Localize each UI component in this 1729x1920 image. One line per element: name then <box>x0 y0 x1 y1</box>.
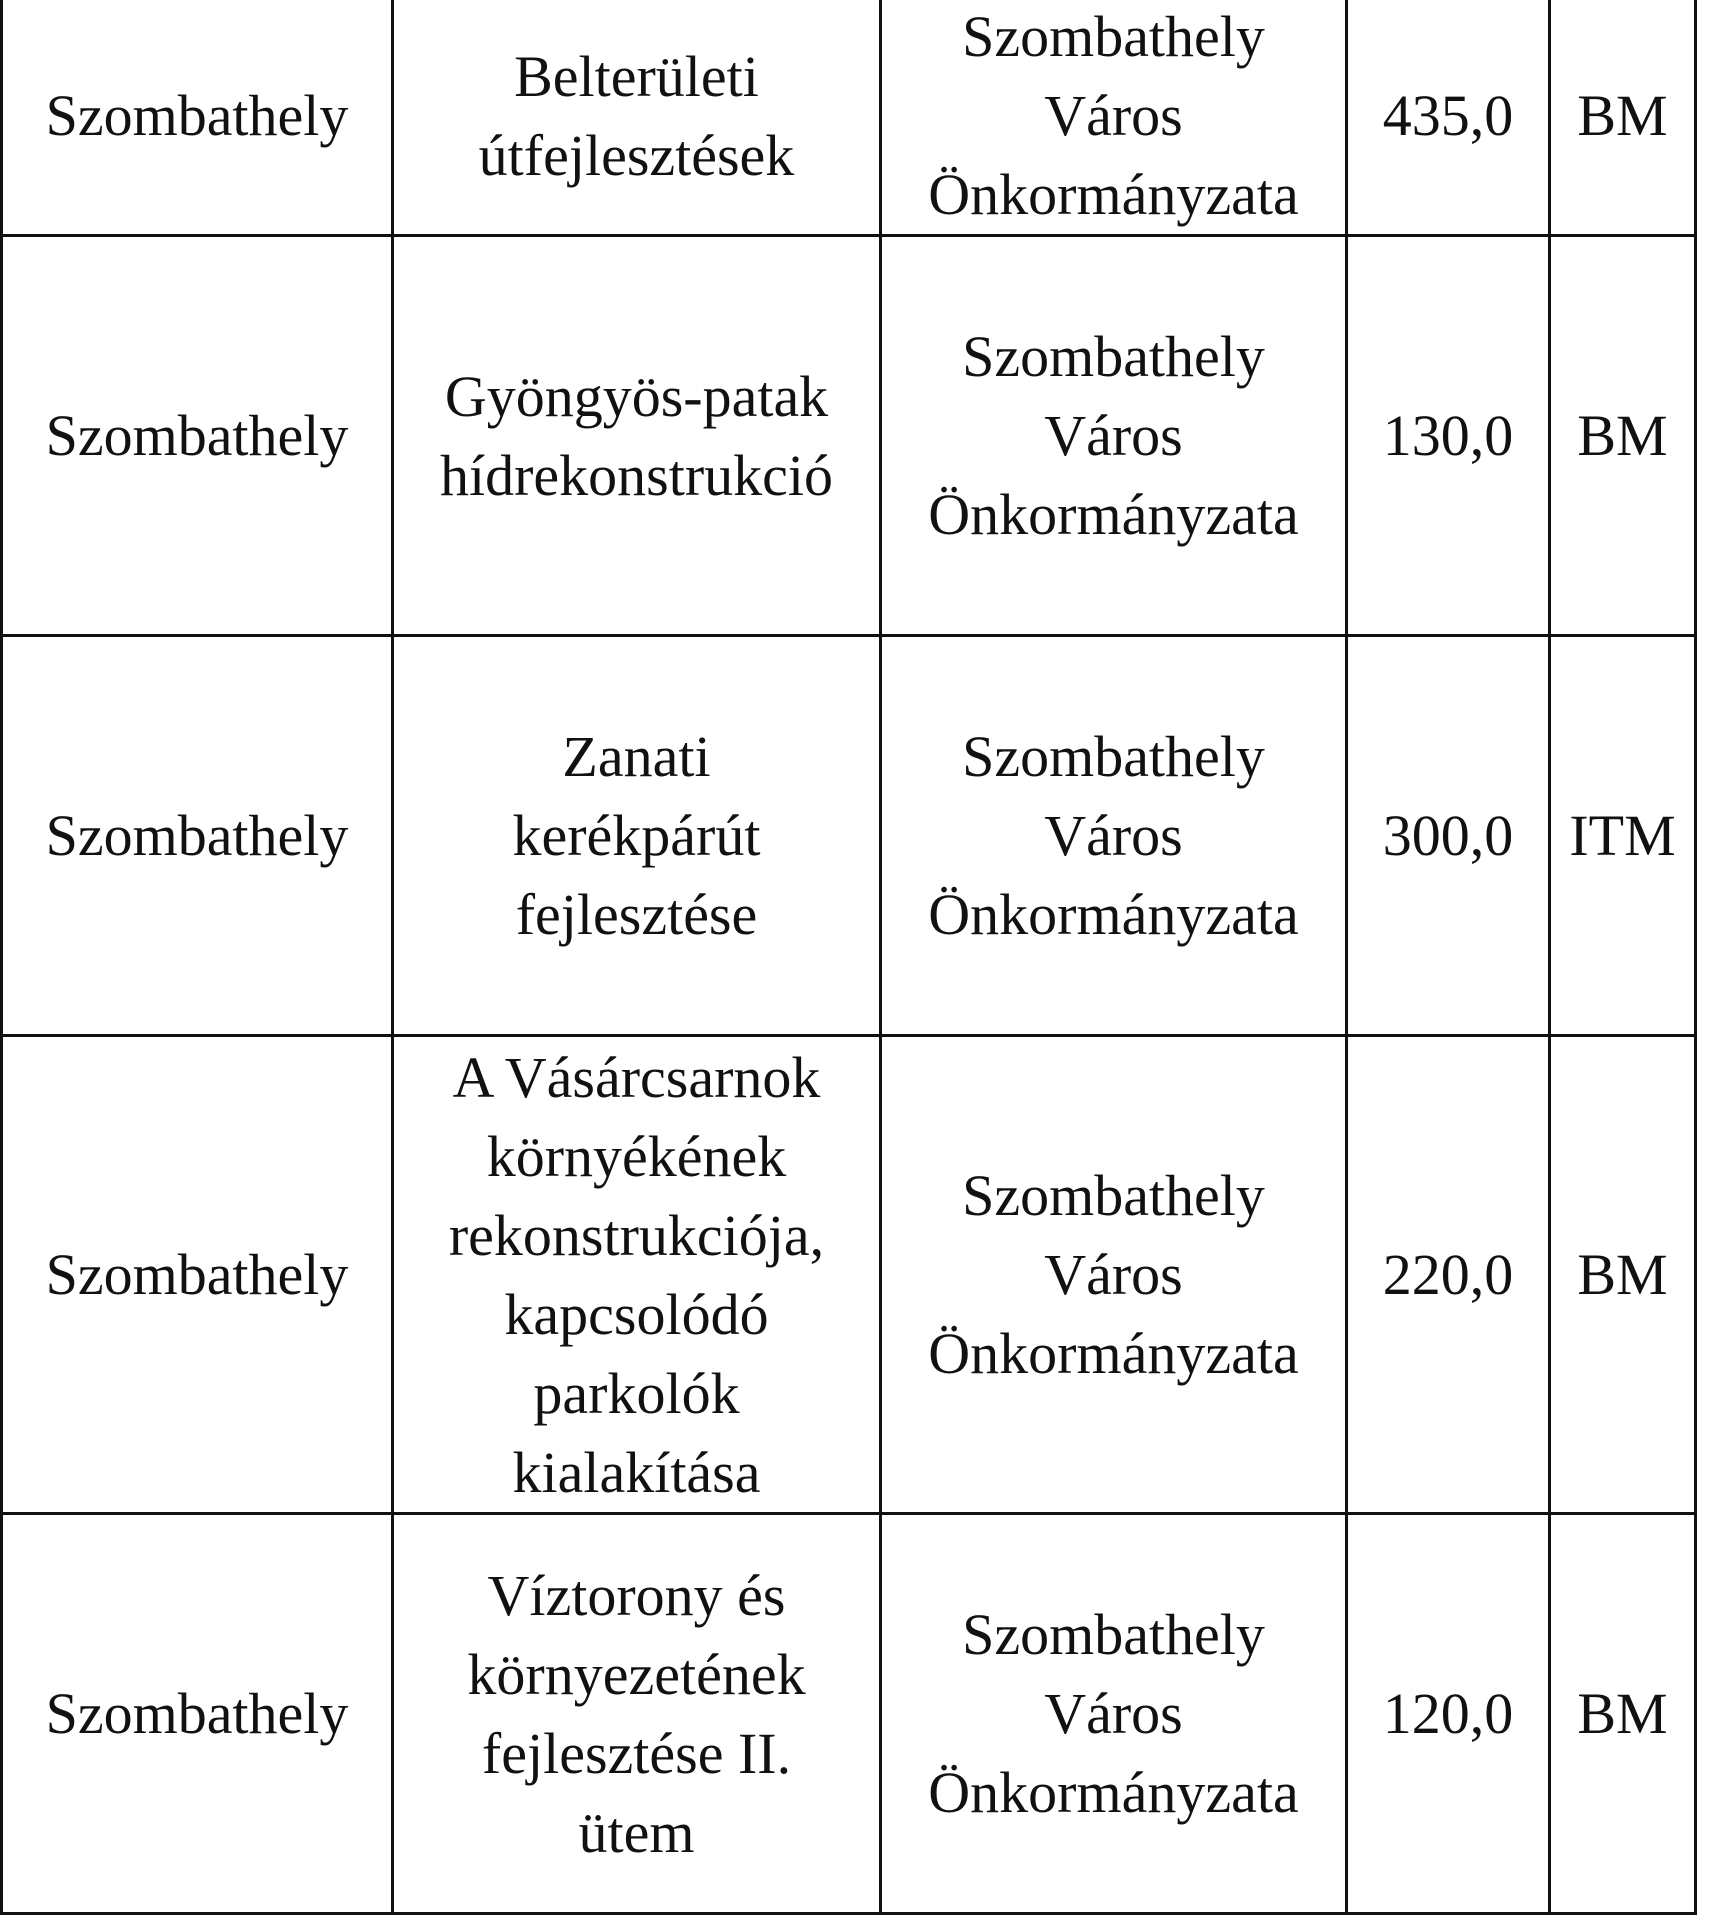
amount-cell: 300,0 <box>1347 636 1550 1036</box>
location-cell: Szombathely <box>2 236 393 636</box>
owner-cell: Szombathely Város Önkormányzata <box>881 236 1347 636</box>
amount-cell: 220,0 <box>1347 1036 1550 1514</box>
project-cell: Gyöngyös-patak hídrekonstrukció <box>393 236 881 636</box>
table-row <box>2 1036 1696 1514</box>
table-row <box>2 1514 1696 1914</box>
location-cell: Szombathely <box>2 1514 393 1914</box>
ministry-cell: BM <box>1550 0 1696 236</box>
table-row <box>2 636 1696 1036</box>
project-cell: A Vásárcsarnok környékének rekonstrukciója, kapcsolódó parkolók kialakítása <box>393 1036 881 1514</box>
location-cell: Szombathely <box>2 636 393 1036</box>
table-row <box>2 236 1696 636</box>
amount-cell: 120,0 <box>1347 1514 1550 1914</box>
location-cell: Szombathely <box>2 0 393 236</box>
owner-cell: Szombathely Város Önkormányzata <box>881 1514 1347 1914</box>
owner-cell: Szombathely Város Önkormányzata <box>881 1036 1347 1514</box>
ministry-cell: ITM <box>1550 636 1696 1036</box>
ministry-cell: BM <box>1550 1036 1696 1514</box>
project-cell: Víztorony és környezetének fejlesztése II. ütem <box>393 1514 881 1914</box>
ministry-cell: BM <box>1550 236 1696 636</box>
owner-cell: Szombathely Város Önkormányzata <box>881 636 1347 1036</box>
owner-cell: Szombathely Város Önkormányzata <box>881 0 1347 236</box>
amount-cell: 130,0 <box>1347 236 1550 636</box>
amount-cell: 435,0 <box>1347 0 1550 236</box>
project-cell: Belterületi útfejlesztések <box>393 0 881 236</box>
project-cell: Zanati kerékpárút fejlesztése <box>393 636 881 1036</box>
location-cell: Szombathely <box>2 1036 393 1514</box>
table-row <box>2 0 1696 236</box>
ministry-cell: BM <box>1550 1514 1696 1914</box>
